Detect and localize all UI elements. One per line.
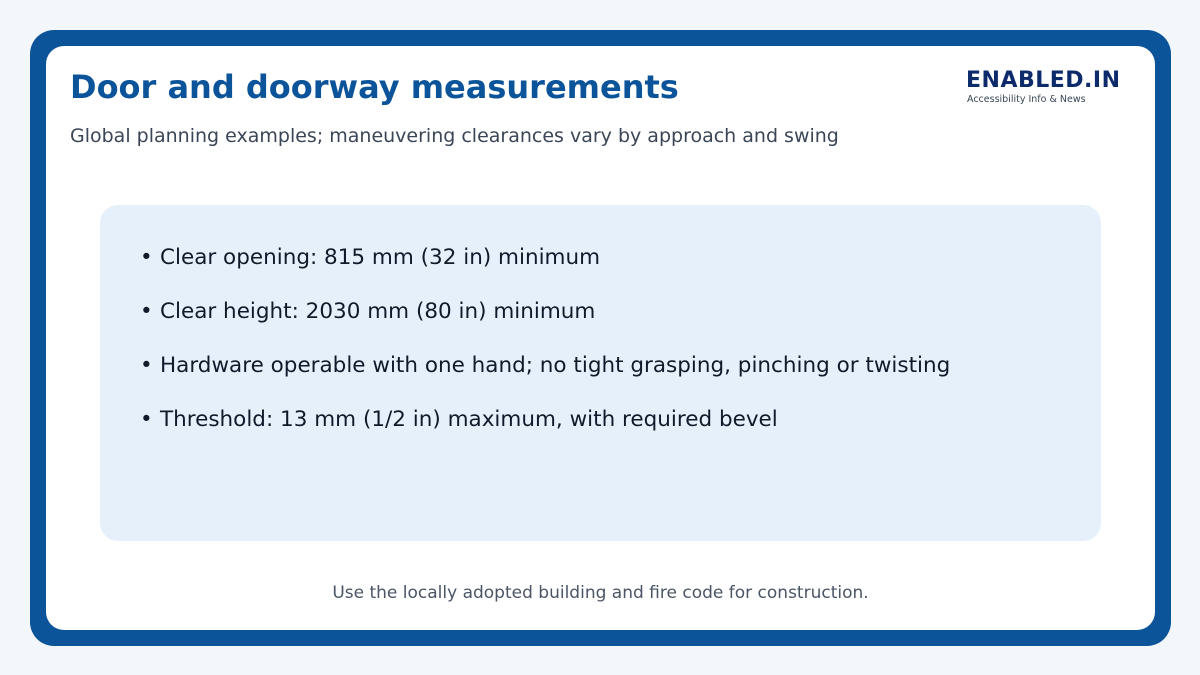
list-item: [140, 405, 950, 459]
slide-card: [46, 46, 1155, 630]
logo-tagline: Accessibility Info & News: [967, 94, 1086, 105]
logo-wordmark: ENABLED.IN: [966, 68, 1121, 93]
bullet-icon: •: [140, 299, 153, 324]
footer-note: Use the locally adopted building and fire code for construction.: [332, 583, 869, 603]
list-item: [140, 297, 950, 351]
list-item: [140, 243, 950, 297]
bullet-icon: •: [140, 353, 153, 378]
page-title: Door and doorway measurements: [70, 68, 679, 106]
measurements-panel: [100, 205, 1101, 541]
measurements-list: [140, 243, 950, 459]
list-item-text: Threshold: 13 mm (1/2 in) maximum, with required bevel: [160, 407, 778, 432]
list-item-text: Hardware operable with one hand; no tight grasping, pinching or twisting: [160, 353, 951, 378]
page-subtitle: Global planning examples; maneuvering clearances vary by approach and swing: [70, 125, 839, 147]
slide-frame: [30, 30, 1171, 646]
bullet-icon: •: [140, 245, 153, 270]
list-item-text: Clear height: 2030 mm (80 in) minimum: [160, 299, 596, 324]
enabled-in-logo: [966, 68, 1126, 108]
list-item-text: Clear opening: 815 mm (32 in) minimum: [160, 245, 601, 270]
bullet-icon: •: [140, 407, 153, 432]
list-item: [140, 351, 950, 405]
